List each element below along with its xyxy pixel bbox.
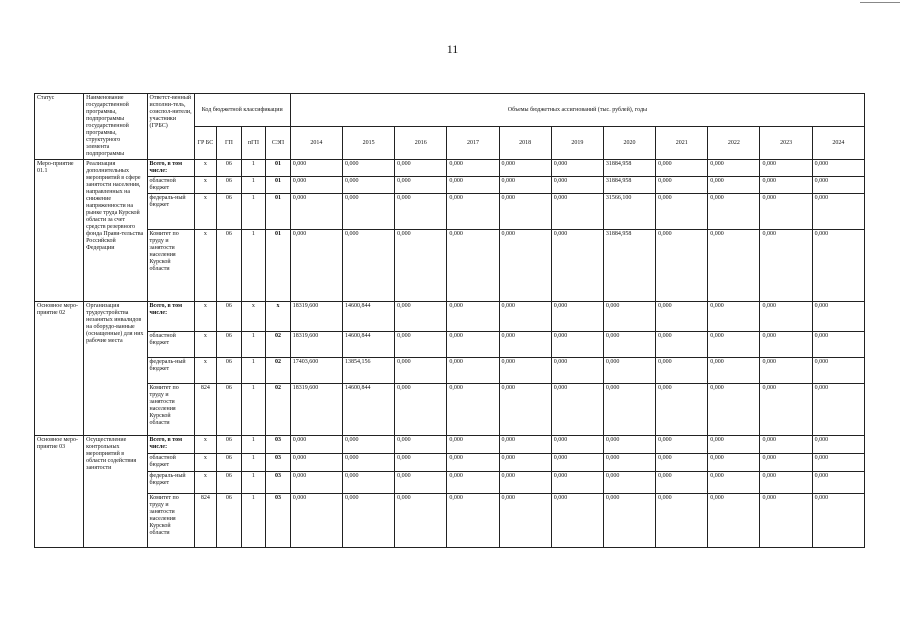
value-cell: 0,000 (551, 177, 603, 194)
value-cell: 0,000 (656, 472, 708, 494)
value-cell: 0,000 (708, 302, 760, 332)
value-cell: 0,000 (656, 160, 708, 177)
row-status: Меро-приятие 01.1 (35, 160, 84, 302)
value-cell: 0,000 (551, 358, 603, 384)
value-cell: 0,000 (708, 160, 760, 177)
row-name: Организация трудоустройства незанятых инвалидов на оборудо-ванные (оснащенные) для них рабочие места (84, 302, 147, 436)
value-cell: 0,000 (342, 160, 394, 177)
value-cell: 0,000 (551, 194, 603, 230)
row-responsible: Комитет по труду и занятости населения Курской области (147, 494, 194, 548)
header-year: 2023 (760, 127, 812, 160)
value-cell: 0,000 (551, 332, 603, 358)
value-cell: 0,000 (499, 194, 551, 230)
header-volumes-group: Объемы бюджетных ассигнований (тыс. рублей), годы (290, 94, 864, 127)
table-row (35, 472, 865, 494)
value-cell: 0,000 (551, 384, 603, 436)
value-cell: 0,000 (708, 332, 760, 358)
value-cell: 0,000 (290, 177, 342, 194)
value-cell: 0,000 (395, 436, 447, 454)
code-cell: 824 (194, 384, 217, 436)
code-cell: х (266, 302, 291, 332)
value-cell: 31566,100 (603, 194, 655, 230)
value-cell: 0,000 (603, 472, 655, 494)
value-cell: 0,000 (812, 332, 864, 358)
value-cell: 0,000 (290, 494, 342, 548)
value-cell: 0,000 (603, 436, 655, 454)
value-cell: 18319,600 (290, 332, 342, 358)
header-year: 2015 (342, 127, 394, 160)
value-cell: 0,000 (656, 177, 708, 194)
header-year: 2022 (708, 127, 760, 160)
value-cell: 0,000 (708, 384, 760, 436)
value-cell: 0,000 (499, 384, 551, 436)
value-cell: 0,000 (812, 194, 864, 230)
value-cell: 0,000 (447, 230, 499, 302)
value-cell: 0,000 (603, 358, 655, 384)
code-cell: 06 (217, 358, 242, 384)
value-cell: 0,000 (708, 436, 760, 454)
value-cell: 14600,844 (342, 332, 394, 358)
value-cell: 0,000 (760, 160, 812, 177)
code-cell: 03 (266, 494, 291, 548)
value-cell: 0,000 (395, 194, 447, 230)
code-cell: 06 (217, 332, 242, 358)
header-year: 2016 (395, 127, 447, 160)
value-cell: 0,000 (812, 177, 864, 194)
value-cell: 0,000 (708, 472, 760, 494)
value-cell: 0,000 (499, 472, 551, 494)
page-number: 11 (446, 42, 459, 56)
value-cell: 0,000 (603, 332, 655, 358)
code-cell: 06 (217, 472, 242, 494)
code-cell: 06 (217, 194, 242, 230)
code-cell: х (194, 436, 217, 454)
row-responsible: Всего, в том числе: (147, 302, 194, 332)
value-cell: 0,000 (395, 454, 447, 472)
value-cell: 0,000 (499, 160, 551, 177)
value-cell: 0,000 (447, 177, 499, 194)
value-cell: 17403,600 (290, 358, 342, 384)
code-cell: 1 (241, 177, 266, 194)
value-cell: 0,000 (656, 302, 708, 332)
value-cell: 0,000 (447, 494, 499, 548)
table-row (35, 230, 865, 302)
code-cell: 1 (241, 472, 266, 494)
code-cell: 02 (266, 332, 291, 358)
value-cell: 0,000 (499, 332, 551, 358)
value-cell: 0,000 (395, 302, 447, 332)
value-cell: 0,000 (656, 494, 708, 548)
code-cell: 03 (266, 454, 291, 472)
value-cell: 0,000 (499, 436, 551, 454)
header-year: 2020 (603, 127, 655, 160)
header-year: 2024 (812, 127, 864, 160)
value-cell: 0,000 (760, 384, 812, 436)
value-cell: 0,000 (447, 472, 499, 494)
value-cell: 0,000 (708, 494, 760, 548)
header-code: СЭП (266, 127, 291, 160)
value-cell: 13854,156 (342, 358, 394, 384)
code-cell: 02 (266, 358, 291, 384)
header-year: 2019 (551, 127, 603, 160)
value-cell: 0,000 (342, 177, 394, 194)
row-status: Основное меро-приятие 02 (35, 302, 84, 436)
header-code: ГП (217, 127, 242, 160)
value-cell: 14600,844 (342, 384, 394, 436)
value-cell: 0,000 (499, 177, 551, 194)
code-cell: 1 (241, 454, 266, 472)
code-cell: 06 (217, 177, 242, 194)
code-cell: 1 (241, 194, 266, 230)
table-row (35, 494, 865, 548)
value-cell: 0,000 (447, 454, 499, 472)
row-responsible: областной бюджет (147, 177, 194, 194)
value-cell: 31884,958 (603, 160, 655, 177)
code-cell: х (194, 472, 217, 494)
code-cell: 06 (217, 302, 242, 332)
value-cell: 0,000 (812, 358, 864, 384)
value-cell: 0,000 (760, 358, 812, 384)
value-cell: 0,000 (551, 302, 603, 332)
row-name: Реализация дополнительных мероприятий в сфере занятости населения, направленных на снижение напряженности на рынке труда Курской области за счет средств резервного фонда Прави-тельства Российской Федерации (84, 160, 147, 302)
row-responsible: Комитет по труду и занятости населения Курской области (147, 230, 194, 302)
value-cell: 0,000 (551, 436, 603, 454)
value-cell: 0,000 (603, 454, 655, 472)
row-responsible: Комитет по труду и занятости населения Курской области (147, 384, 194, 436)
code-cell: 06 (217, 494, 242, 548)
value-cell: 0,000 (708, 358, 760, 384)
value-cell: 0,000 (760, 494, 812, 548)
value-cell: 0,000 (760, 472, 812, 494)
value-cell: 0,000 (812, 494, 864, 548)
table-row (35, 302, 865, 332)
value-cell: 0,000 (499, 302, 551, 332)
header-code: пГП (241, 127, 266, 160)
value-cell: 0,000 (290, 230, 342, 302)
value-cell: 0,000 (760, 230, 812, 302)
code-cell: х (194, 302, 217, 332)
code-cell: 03 (266, 436, 291, 454)
value-cell: 0,000 (656, 332, 708, 358)
value-cell: 0,000 (812, 302, 864, 332)
value-cell: 0,000 (708, 194, 760, 230)
value-cell: 0,000 (395, 472, 447, 494)
code-cell: 06 (217, 454, 242, 472)
value-cell: 0,000 (603, 384, 655, 436)
row-name: Осуществление контрольных мероприятий в области содействия занятости (84, 436, 147, 548)
value-cell: 0,000 (812, 436, 864, 454)
value-cell: 31884,958 (603, 177, 655, 194)
value-cell: 0,000 (395, 177, 447, 194)
value-cell: 0,000 (812, 472, 864, 494)
value-cell: 0,000 (447, 436, 499, 454)
table-row (35, 160, 865, 177)
value-cell: 0,000 (395, 494, 447, 548)
header-year: 2017 (447, 127, 499, 160)
code-cell: 1 (241, 384, 266, 436)
value-cell: 0,000 (447, 194, 499, 230)
value-cell: 0,000 (551, 230, 603, 302)
value-cell: 0,000 (447, 332, 499, 358)
code-cell: 824 (194, 494, 217, 548)
row-responsible: областной бюджет (147, 332, 194, 358)
row-status: Основное меро-приятие 03 (35, 436, 84, 548)
value-cell: 0,000 (603, 494, 655, 548)
table-row (35, 194, 865, 230)
code-cell: 1 (241, 332, 266, 358)
value-cell: 0,000 (290, 436, 342, 454)
code-cell: х (194, 177, 217, 194)
value-cell: 0,000 (708, 177, 760, 194)
table-row (35, 454, 865, 472)
value-cell: 0,000 (447, 384, 499, 436)
value-cell: 14600,844 (342, 302, 394, 332)
code-cell: 01 (266, 160, 291, 177)
value-cell: 0,000 (290, 454, 342, 472)
value-cell: 0,000 (812, 230, 864, 302)
header-code-group: Код бюджетной классификации (194, 94, 290, 127)
code-cell: 06 (217, 230, 242, 302)
value-cell: 0,000 (395, 332, 447, 358)
header-year: 2021 (656, 127, 708, 160)
header-row-1 (35, 94, 865, 127)
value-cell: 0,000 (551, 494, 603, 548)
code-cell: 02 (266, 384, 291, 436)
value-cell: 0,000 (656, 194, 708, 230)
value-cell: 18319,600 (290, 302, 342, 332)
code-cell: х (194, 160, 217, 177)
code-cell: х (194, 332, 217, 358)
value-cell: 0,000 (447, 358, 499, 384)
table-row (35, 177, 865, 194)
row-responsible: Всего, в том числе: (147, 436, 194, 454)
value-cell: 0,000 (395, 384, 447, 436)
value-cell: 0,000 (395, 160, 447, 177)
value-cell: 0,000 (656, 454, 708, 472)
code-cell: х (194, 358, 217, 384)
header-code: ГР БС (194, 127, 217, 160)
code-cell: 01 (266, 230, 291, 302)
code-cell: 1 (241, 160, 266, 177)
budget-table (34, 93, 865, 548)
header-year: 2018 (499, 127, 551, 160)
code-cell: 01 (266, 194, 291, 230)
value-cell: 0,000 (760, 436, 812, 454)
value-cell: 0,000 (551, 472, 603, 494)
value-cell: 0,000 (760, 332, 812, 358)
value-cell: 0,000 (342, 472, 394, 494)
value-cell: 0,000 (551, 454, 603, 472)
value-cell: 0,000 (499, 494, 551, 548)
code-cell: 01 (266, 177, 291, 194)
value-cell: 31884,958 (603, 230, 655, 302)
code-cell: х (194, 454, 217, 472)
row-responsible: федераль-ный бюджет (147, 194, 194, 230)
value-cell: 0,000 (290, 194, 342, 230)
code-cell: 06 (217, 384, 242, 436)
row-responsible: областной бюджет (147, 454, 194, 472)
table-row (35, 332, 865, 358)
table-row (35, 436, 865, 454)
value-cell: 0,000 (656, 230, 708, 302)
value-cell: 0,000 (812, 160, 864, 177)
value-cell: 0,000 (342, 436, 394, 454)
code-cell: 06 (217, 436, 242, 454)
value-cell: 0,000 (708, 454, 760, 472)
row-responsible: Всего, в том числе: (147, 160, 194, 177)
value-cell: 0,000 (290, 160, 342, 177)
value-cell: 0,000 (395, 230, 447, 302)
value-cell: 0,000 (708, 230, 760, 302)
row-responsible: федераль-ный бюджет (147, 358, 194, 384)
top-rule (860, 2, 900, 3)
value-cell: 0,000 (760, 454, 812, 472)
value-cell: 0,000 (342, 230, 394, 302)
code-cell: х (241, 302, 266, 332)
code-cell: 03 (266, 472, 291, 494)
value-cell: 0,000 (342, 494, 394, 548)
value-cell: 0,000 (812, 454, 864, 472)
code-cell: 1 (241, 230, 266, 302)
code-cell: 1 (241, 494, 266, 548)
value-cell: 0,000 (812, 384, 864, 436)
value-cell: 0,000 (760, 194, 812, 230)
table-row (35, 384, 865, 436)
code-cell: 1 (241, 436, 266, 454)
value-cell: 0,000 (447, 160, 499, 177)
header-responsible: Ответст-венный исполни-тель, соиспол-нители, участники (ГРБС) (147, 94, 194, 160)
code-cell: 1 (241, 358, 266, 384)
value-cell: 0,000 (447, 302, 499, 332)
header-status: Статус (35, 94, 84, 160)
value-cell: 0,000 (395, 358, 447, 384)
code-cell: х (194, 230, 217, 302)
value-cell: 0,000 (499, 454, 551, 472)
value-cell: 0,000 (342, 194, 394, 230)
value-cell: 0,000 (656, 358, 708, 384)
value-cell: 0,000 (760, 302, 812, 332)
header-name: Наименование государственной программы, подпрограммы государственной программы, структурного элемента подпрограммы (84, 94, 147, 160)
value-cell: 0,000 (603, 302, 655, 332)
table-row (35, 358, 865, 384)
code-cell: 06 (217, 160, 242, 177)
value-cell: 18319,600 (290, 384, 342, 436)
value-cell: 0,000 (656, 436, 708, 454)
value-cell: 0,000 (342, 454, 394, 472)
value-cell: 0,000 (290, 472, 342, 494)
header-year: 2014 (290, 127, 342, 160)
row-responsible: федераль-ный бюджет (147, 472, 194, 494)
value-cell: 0,000 (551, 160, 603, 177)
value-cell: 0,000 (499, 358, 551, 384)
table-body (35, 160, 865, 548)
code-cell: х (194, 194, 217, 230)
value-cell: 0,000 (656, 384, 708, 436)
value-cell: 0,000 (499, 230, 551, 302)
value-cell: 0,000 (760, 177, 812, 194)
